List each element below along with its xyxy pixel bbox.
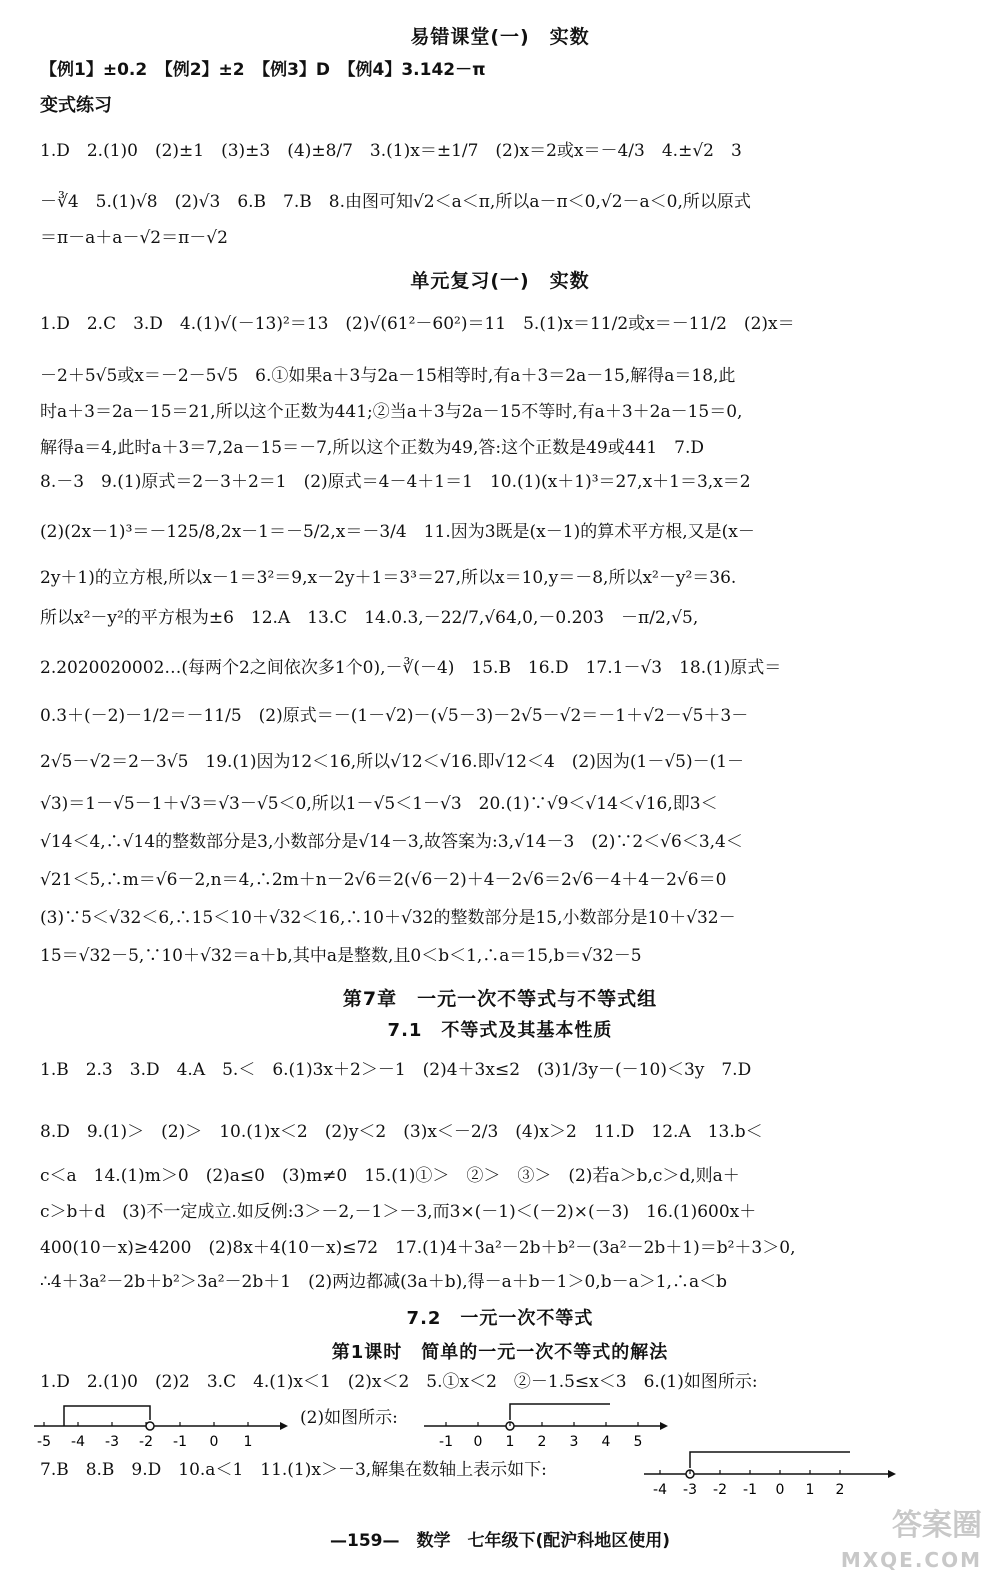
answer-line: √21＜5,∴m＝√6－2,n＝4,∴2m＋n－2√6＝2(√6－2)＋4－2√6＝2√6－4＋4－2√6＝0 [40, 870, 727, 890]
heading-7-2: 7.2 一元一次不等式 [406, 1308, 594, 1329]
answer-line: 400(10－x)≥4200 (2)8x＋4(10－x)≤72 17.(1)4＋3a²－2b＋b²－(3a²－2b＋1)＝b²＋3＞0, [40, 1238, 796, 1258]
number-line-label: 1 [805, 1482, 815, 1498]
answer-line: (3)∵5＜√32＜6,∴15＜10＋√32＜16,∴10＋√32的整数部分是15,小数部分是10＋√32－ [40, 908, 736, 928]
answer-line: √3)＝1－√5－1＋√3＝√3－√5＜0,所以1－√5＜1－√3 20.(1)∵√9＜√14＜√16,即3＜ [40, 794, 718, 814]
heading-variant-practice: 变式练习 [40, 95, 112, 116]
number-line-label: 2 [835, 1482, 845, 1498]
answer-line: ＝π－a＋a－√2＝π－√2 [40, 228, 228, 248]
number-line-label: -2 [139, 1434, 153, 1450]
answer-line: 1.D 2.(1)0 (2)2 3.C 4.(1)x＜1 (2)x＜2 5.①x＜2 ②－1.5≤x＜3 6.(1)如图所示: [40, 1372, 758, 1392]
answer-line: c＜a 14.(1)m＞0 (2)a≤0 (3)m≠0 15.(1)①＞ ②＞ ③＞ (2)若a＞b,c＞d,则a＋ [40, 1166, 740, 1186]
heading-lesson1: 第1课时 简单的一元一次不等式的解法 [331, 1342, 669, 1363]
page-footer: —159— 数学 七年级下(配沪科地区使用) [329, 1531, 671, 1551]
answer-line: 0.3＋(－2)－1/2＝－11/5 (2)原式＝－(1－√2)－(√5－3)－2√5－√2＝－1＋√2－√5＋3－ [40, 706, 749, 726]
answer-line: (2)如图所示: [300, 1408, 398, 1428]
number-line-label: -1 [439, 1434, 453, 1450]
answer-line: 8.D 9.(1)＞ (2)＞ 10.(1)x＜2 (2)y＜2 (3)x＜－2/3 (4)x＞2 11.D 12.A 13.b＜ [40, 1122, 763, 1142]
answer-line: 1.B 2.3 3.D 4.A 5.＜ 6.(1)3x＋2＞－1 (2)4＋3x≤2 (3)1/3y－(－10)＜3y 7.D [40, 1060, 752, 1080]
answer-line: 8.－3 9.(1)原式＝2－3＋2＝1 (2)原式＝4－4＋1＝1 10.(1)(x＋1)³＝27,x＋1＝3,x＝2 [40, 472, 751, 492]
number-line-c [640, 1440, 900, 1500]
answer-line: 解得a＝4,此时a＋3＝7,2a－15＝－7,所以这个正数为49,答:这个正数是49或441 7.D [40, 438, 705, 458]
number-line-label: 3 [569, 1434, 579, 1450]
number-line-label: 0 [473, 1434, 483, 1450]
number-line-label: 0 [209, 1434, 219, 1450]
number-line-label: -2 [713, 1482, 727, 1498]
watermark-url: MXQE.COM [840, 1548, 982, 1572]
answer-line: 1.D 2.C 3.D 4.(1)√(－13)²＝13 (2)√(61²－60²)＝11 5.(1)x＝11/2或x＝－11/2 (2)x＝ [40, 314, 795, 334]
answer-line: 2y＋1)的立方根,所以x－1＝3²＝9,x－2y＋1＝3³＝27,所以x＝10,y＝－8,所以x²－y²＝36. [40, 568, 737, 588]
number-line-b [420, 1396, 670, 1452]
heading-chapter7: 第7章 一元一次不等式与不等式组 [342, 988, 658, 1010]
number-line-label: 1 [505, 1434, 515, 1450]
answer-line: c＞b＋d (3)不一定成立.如反例:3＞－2,－1＞－3,而3×(－1)＜(－2)×(－3) 16.(1)600x＋ [40, 1202, 757, 1222]
number-line-label: 0 [775, 1482, 785, 1498]
number-line-label: -5 [37, 1434, 51, 1450]
answer-line: 1.D 2.(1)0 (2)±1 (3)±3 (4)±8/7 3.(1)x＝±1/7 (2)x＝2或x＝－4/3 4.±√2 3 [40, 141, 742, 161]
answer-line: －∛4 5.(1)√8 (2)√3 6.B 7.B 8.由图可知√2＜a＜π,所以a－π＜0,√2－a＜0,所以原式 [40, 192, 751, 212]
answer-line: 2.2020020002…(每两个2之间依次多1个0),－∛(－4) 15.B 16.D 17.1－√3 18.(1)原式＝ [40, 658, 782, 678]
number-line-label: -3 [105, 1434, 119, 1450]
number-line-label: -1 [743, 1482, 757, 1498]
line-examples: 【例1】±0.2 【例2】±2 【例3】D 【例4】3.142－π [40, 60, 486, 80]
heading-7-1: 7.1 不等式及其基本性质 [387, 1020, 613, 1041]
watermark-logo: 答案圈 [892, 1508, 982, 1543]
number-line-label: 2 [537, 1434, 547, 1450]
heading-yicuo: 易错课堂(一) 实数 [410, 26, 590, 48]
answer-line: 所以x²－y²的平方根为±6 12.A 13.C 14.0.3,－22/7,√64,0,－0.2̇03̇ －π/2,√5, [40, 608, 699, 628]
number-line-label: -4 [71, 1434, 85, 1450]
answer-line: －2＋5√5或x＝－2－5√5 6.①如果a＋3与2a－15相等时,有a＋3＝2a－15,解得a＝18,此 [40, 366, 736, 386]
answer-line: √14＜4,∴√14的整数部分是3,小数部分是√14－3,故答案为:3,√14－3 (2)∵2＜√6＜3,4＜ [40, 832, 743, 852]
number-line-label: 4 [601, 1434, 611, 1450]
number-line-label: -4 [653, 1482, 667, 1498]
number-line-a [30, 1400, 290, 1452]
number-line-label: -3 [683, 1482, 697, 1498]
number-line-label: 1 [243, 1434, 253, 1450]
answer-line: (2)(2x－1)³＝－125/8,2x－1＝－5/2,x＝－3/4 11.因为3既是(x－1)的算术平方根,又是(x－ [40, 522, 755, 542]
heading-unit-review: 单元复习(一) 实数 [410, 270, 590, 292]
answer-line: 2√5－√2＝2－3√5 19.(1)因为12＜16,所以√12＜√16.即√12＜4 (2)因为(1－√5)－(1－ [40, 752, 745, 772]
answer-line: 7.B 8.B 9.D 10.a＜1 11.(1)x＞－3,解集在数轴上表示如下: [40, 1460, 547, 1480]
number-line-label: 5 [633, 1434, 643, 1450]
answer-line: ∴4＋3a²－2b＋b²＞3a²－2b＋1 (2)两边都减(3a＋b),得－a＋b－1＞0,b－a＞1,∴a＜b [40, 1272, 727, 1292]
number-line-label: -1 [173, 1434, 187, 1450]
answer-line: 时a＋3＝2a－15＝21,所以这个正数为441;②当a＋3与2a－15不等时,有a＋3＋2a－15＝0, [40, 402, 743, 422]
answer-line: 15＝√32－5,∵10＋√32＝a＋b,其中a是整数,且0＜b＜1,∴a＝15,b＝√32－5 [40, 946, 642, 966]
